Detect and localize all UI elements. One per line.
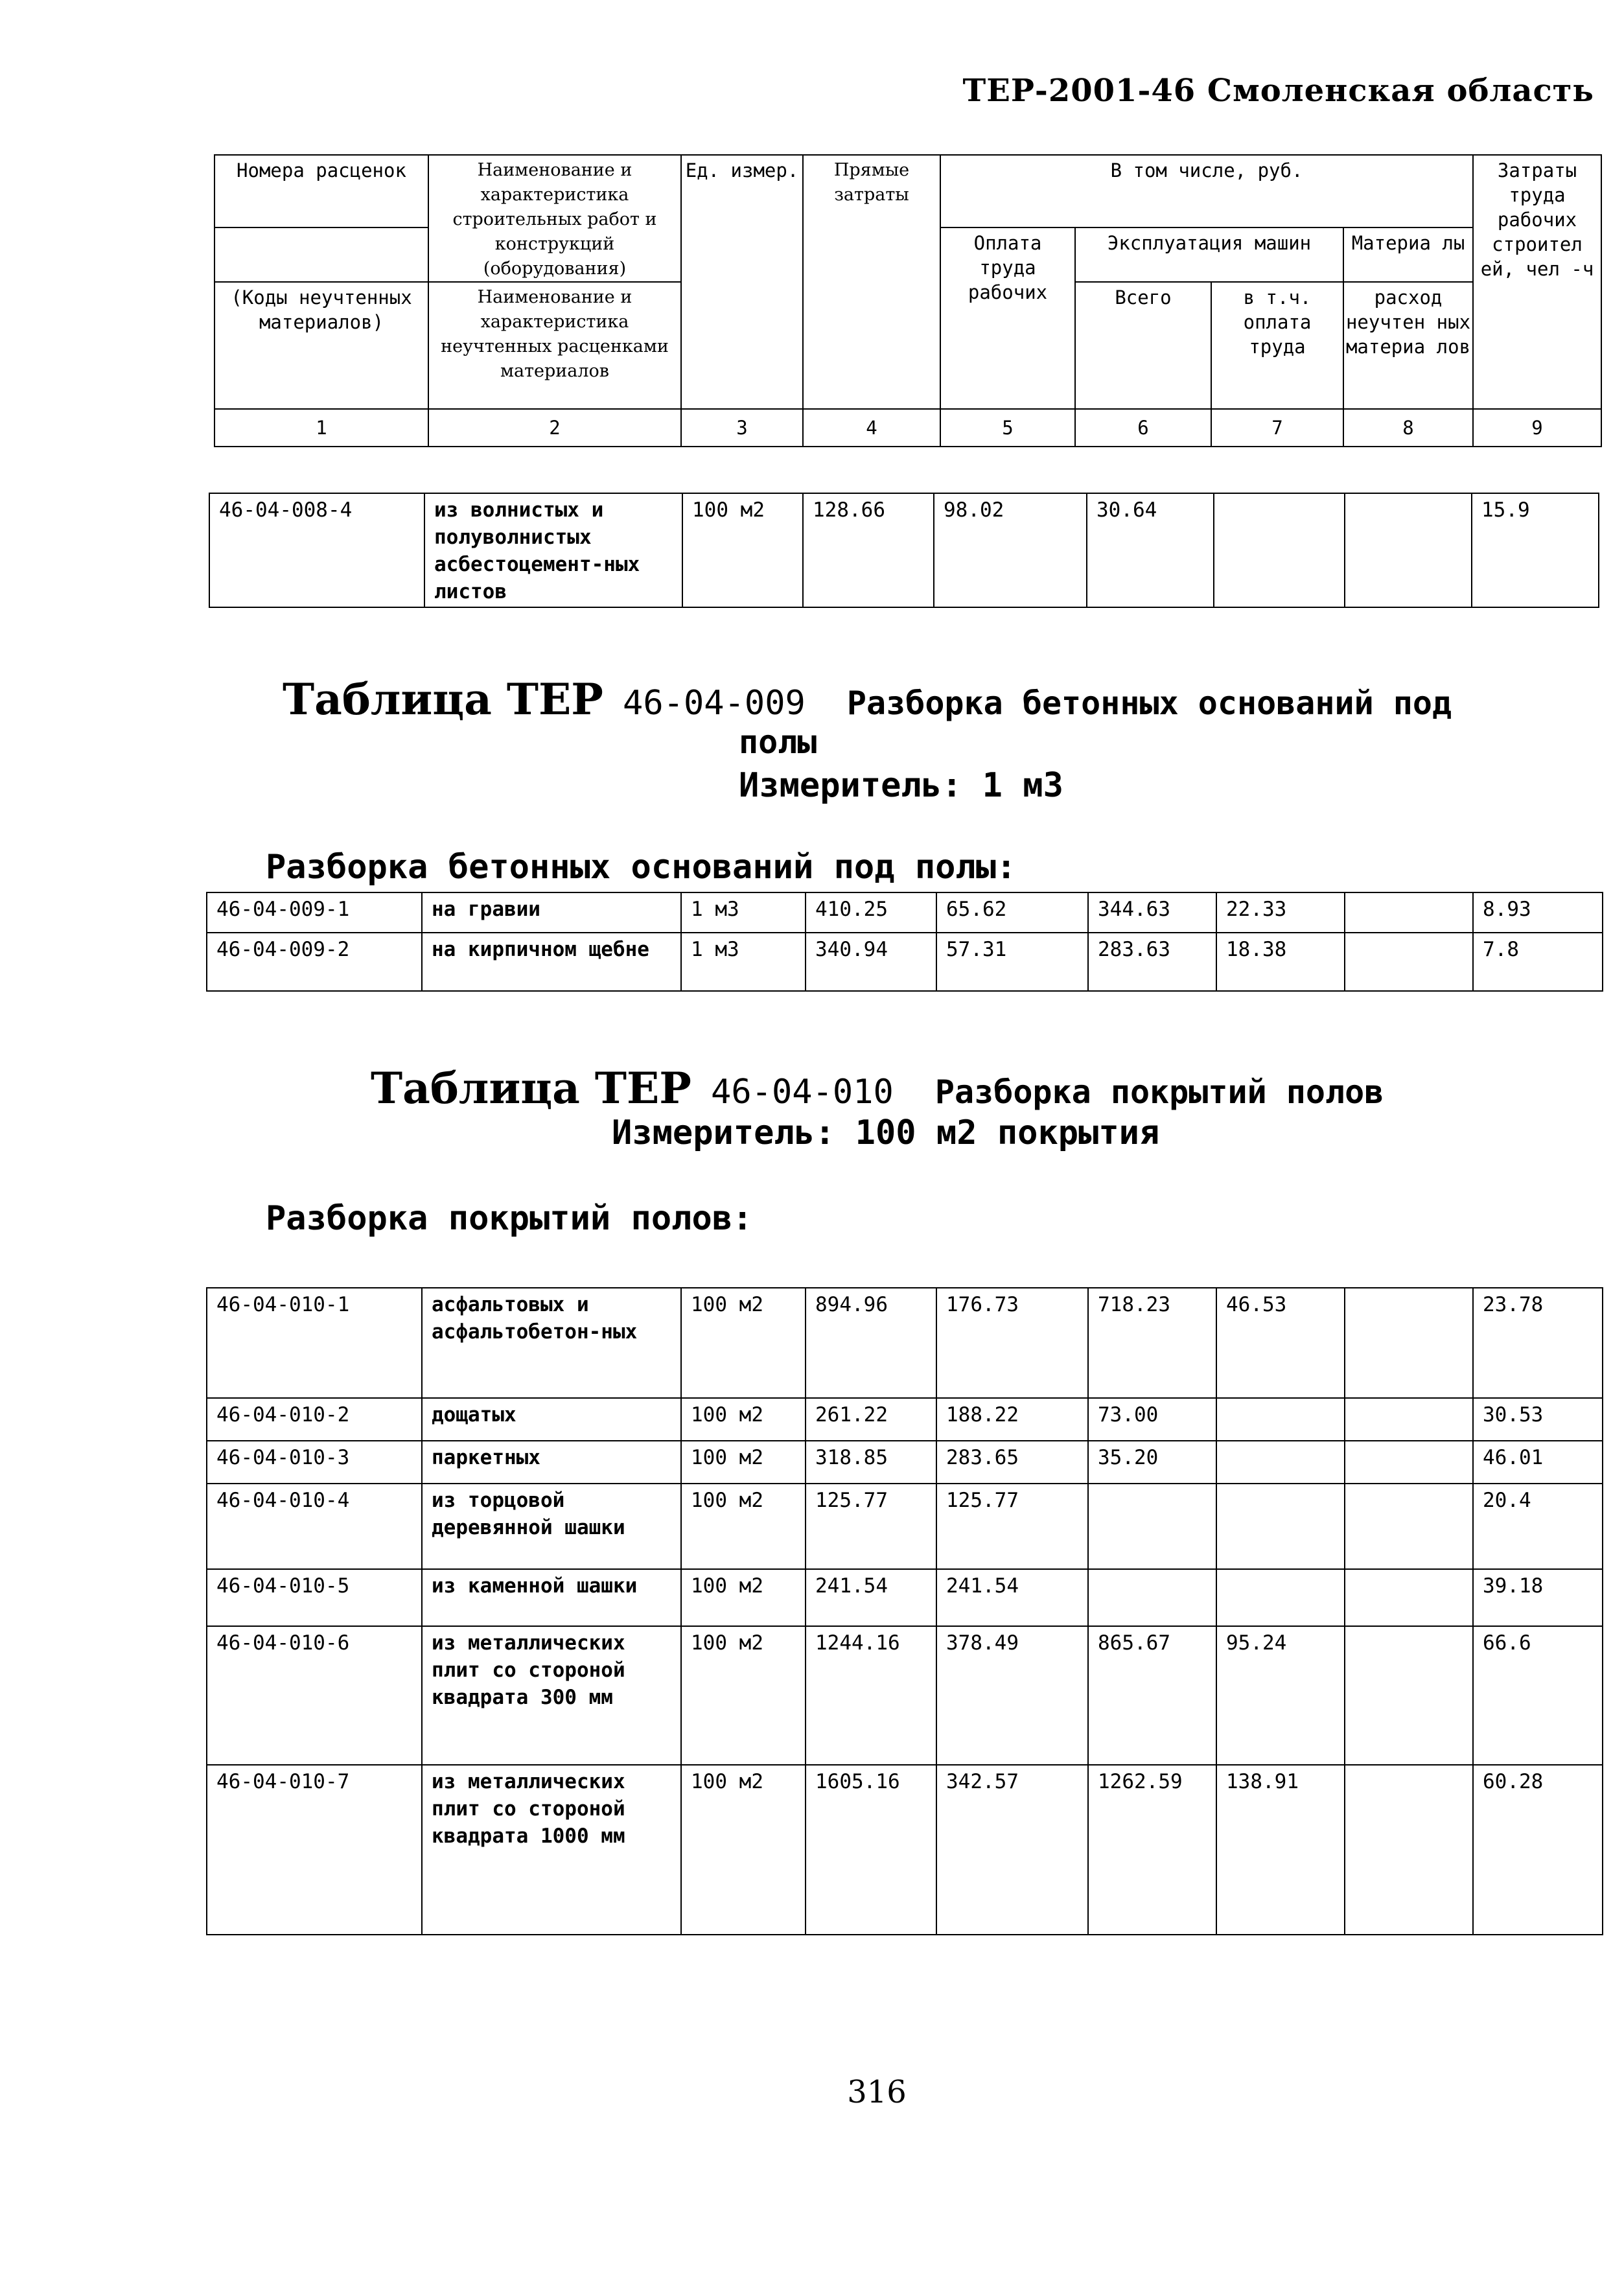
labor-costs: 15.9 (1472, 493, 1599, 607)
work-name: из металлических плит со стороной квадрата 300 мм (422, 1626, 681, 1765)
table-009-section-title: Разборка бетонных оснований под полы: (266, 848, 1017, 887)
materials (1345, 1626, 1473, 1765)
materials (1345, 1398, 1473, 1441)
rate-code: 46-04-010-4 (207, 1484, 422, 1569)
table-010-title (371, 1063, 1384, 1113)
materials (1345, 493, 1472, 607)
column-header-table (214, 154, 1602, 447)
work-name: из торцовой деревянной шашки (422, 1484, 681, 1569)
work-name: из каменной шашки (422, 1569, 681, 1626)
unit: 1 м3 (681, 892, 806, 933)
header-wage: Оплата труда рабочих (940, 227, 1075, 409)
header-material-codes: (Коды неучтенных материалов) (215, 282, 428, 409)
table-010-meter: Измеритель: 100 м2 покрытия (612, 1113, 1160, 1152)
rates-table-009 (206, 892, 1603, 992)
machine-wage: 22.33 (1216, 892, 1345, 933)
materials (1345, 1765, 1473, 1935)
direct-costs: 261.22 (806, 1398, 936, 1441)
rate-code: 46-04-010-3 (207, 1441, 422, 1484)
table-row (207, 1484, 1603, 1569)
machine-wage (1216, 1484, 1345, 1569)
col-number: 1 (215, 409, 428, 447)
machines-total: 283.63 (1088, 933, 1216, 991)
labor-costs: 46.01 (1473, 1441, 1603, 1484)
table-009-code: 46-04-009 (623, 684, 806, 723)
header-codes-spacer (215, 227, 428, 282)
unit: 1 м3 (681, 933, 806, 991)
machines-total (1088, 1484, 1216, 1569)
header-unaccounted-materials: расход неучтен ных материа лов (1343, 282, 1473, 409)
work-name: на кирпичном щебне (422, 933, 681, 991)
direct-costs: 128.66 (803, 493, 934, 607)
running-header: ТЕР-2001-46 Смоленская область (962, 73, 1594, 109)
table-010-title-text: Разборка покрытий полов (934, 1073, 1384, 1111)
rates-table-010 (206, 1287, 1603, 1935)
labor-costs: 8.93 (1473, 892, 1603, 933)
table-010-section-title: Разборка покрытий полов: (266, 1199, 753, 1238)
materials (1345, 1569, 1473, 1626)
materials (1345, 933, 1473, 991)
labor-costs: 23.78 (1473, 1288, 1603, 1398)
col-number: 6 (1075, 409, 1211, 447)
unit: 100 м2 (681, 1569, 806, 1626)
machine-wage: 46.53 (1216, 1288, 1345, 1398)
page-number: 316 (847, 2074, 907, 2110)
rate-code: 46-04-010-7 (207, 1765, 422, 1935)
rate-code: 46-04-009-1 (207, 892, 422, 933)
header-machines-total: Всего (1075, 282, 1211, 409)
header-codes: Номера расценок (215, 155, 428, 227)
labor-costs: 20.4 (1473, 1484, 1603, 1569)
header-labor-costs: Затраты труда рабочих строител ей, чел -ч (1473, 155, 1601, 409)
table-009-title-line2: полы (739, 723, 817, 761)
unit: 100 м2 (681, 1288, 806, 1398)
col-number: 3 (681, 409, 803, 447)
wage: 65.62 (936, 892, 1088, 933)
header-machines-group: Эксплуатация машин (1075, 227, 1343, 282)
table-row (207, 892, 1603, 933)
rate-code: 46-04-010-2 (207, 1398, 422, 1441)
col-number: 8 (1343, 409, 1473, 447)
table-009-meter: Измеритель: 1 м3 (739, 766, 1063, 805)
col-number: 5 (940, 409, 1075, 447)
materials (1345, 892, 1473, 933)
work-name: на гравии (422, 892, 681, 933)
wage: 98.02 (934, 493, 1087, 607)
rate-code: 46-04-009-2 (207, 933, 422, 991)
rate-code: 46-04-010-1 (207, 1288, 422, 1398)
machines-total: 35.20 (1088, 1441, 1216, 1484)
header-including-group: В том числе, руб. (940, 155, 1473, 227)
direct-costs: 241.54 (806, 1569, 936, 1626)
machines-total: 30.64 (1087, 493, 1214, 607)
direct-costs: 894.96 (806, 1288, 936, 1398)
machines-total: 865.67 (1088, 1626, 1216, 1765)
col-number: 7 (1211, 409, 1343, 447)
machine-wage (1216, 1441, 1345, 1484)
machine-wage (1216, 1569, 1345, 1626)
labor-costs: 60.28 (1473, 1765, 1603, 1935)
machines-total: 718.23 (1088, 1288, 1216, 1398)
col-number: 2 (428, 409, 681, 447)
wage: 57.31 (936, 933, 1088, 991)
machines-total: 73.00 (1088, 1398, 1216, 1441)
table-010-code: 46-04-010 (711, 1073, 894, 1112)
header-name: Наименование и характеристика строительных работ и конструкций (оборудования) (428, 155, 681, 282)
wage: 176.73 (936, 1288, 1088, 1398)
direct-costs: 410.25 (806, 892, 936, 933)
unit: 100 м2 (681, 1398, 806, 1441)
table-row (207, 1626, 1603, 1765)
work-name: асфальтовых и асфальтобетон-ных (422, 1288, 681, 1398)
header-unit: Ед. измер. (681, 155, 803, 409)
table-row (207, 1569, 1603, 1626)
machines-total: 344.63 (1088, 892, 1216, 933)
direct-costs: 125.77 (806, 1484, 936, 1569)
machine-wage (1214, 493, 1345, 607)
materials (1345, 1441, 1473, 1484)
table-row (209, 493, 1599, 607)
wage: 342.57 (936, 1765, 1088, 1935)
header-direct-costs: Прямые затраты (803, 155, 940, 409)
unit: 100 м2 (681, 1441, 806, 1484)
labor-costs: 66.6 (1473, 1626, 1603, 1765)
unit: 100 м2 (682, 493, 803, 607)
work-name: дощатых (422, 1398, 681, 1441)
labor-costs: 30.53 (1473, 1398, 1603, 1441)
wage: 125.77 (936, 1484, 1088, 1569)
table-row (207, 1288, 1603, 1398)
work-name: паркетных (422, 1441, 681, 1484)
header-machine-wage: в т.ч. оплата труда (1211, 282, 1343, 409)
machine-wage (1216, 1398, 1345, 1441)
col-number: 4 (803, 409, 940, 447)
table-009-title-text: Разборка бетонных оснований под (846, 684, 1452, 722)
machine-wage: 95.24 (1216, 1626, 1345, 1765)
direct-costs: 1244.16 (806, 1626, 936, 1765)
wage: 283.65 (936, 1441, 1088, 1484)
header-material-name: Наименование и характеристика неучтенных расценками материалов (428, 282, 681, 409)
table-row (207, 1441, 1603, 1484)
machines-total: 1262.59 (1088, 1765, 1216, 1935)
table-row (207, 1398, 1603, 1441)
work-name: из волнистых и полуволнистых асбестоцемент-ных листов (424, 493, 682, 607)
table-009-title (283, 674, 1452, 725)
rate-code: 46-04-008-4 (209, 493, 424, 607)
wage: 188.22 (936, 1398, 1088, 1441)
unit: 100 м2 (681, 1484, 806, 1569)
header-materials-group: Материа лы (1343, 227, 1473, 282)
direct-costs: 340.94 (806, 933, 936, 991)
table-row (207, 933, 1603, 991)
unit: 100 м2 (681, 1765, 806, 1935)
labor-costs: 39.18 (1473, 1569, 1603, 1626)
rate-code: 46-04-010-5 (207, 1569, 422, 1626)
table-010-title-prefix: Таблица ТЕР (371, 1063, 691, 1113)
table-row (207, 1765, 1603, 1935)
unit: 100 м2 (681, 1626, 806, 1765)
work-name: из металлических плит со стороной квадрата 1000 мм (422, 1765, 681, 1935)
machine-wage: 138.91 (1216, 1765, 1345, 1935)
materials (1345, 1288, 1473, 1398)
table-009-title-prefix: Таблица ТЕР (283, 674, 603, 725)
wage: 241.54 (936, 1569, 1088, 1626)
direct-costs: 318.85 (806, 1441, 936, 1484)
rate-code: 46-04-010-6 (207, 1626, 422, 1765)
labor-costs: 7.8 (1473, 933, 1603, 991)
direct-costs: 1605.16 (806, 1765, 936, 1935)
materials (1345, 1484, 1473, 1569)
wage: 378.49 (936, 1626, 1088, 1765)
rates-table-008 (209, 493, 1599, 608)
machines-total (1088, 1569, 1216, 1626)
col-number: 9 (1473, 409, 1601, 447)
machine-wage: 18.38 (1216, 933, 1345, 991)
